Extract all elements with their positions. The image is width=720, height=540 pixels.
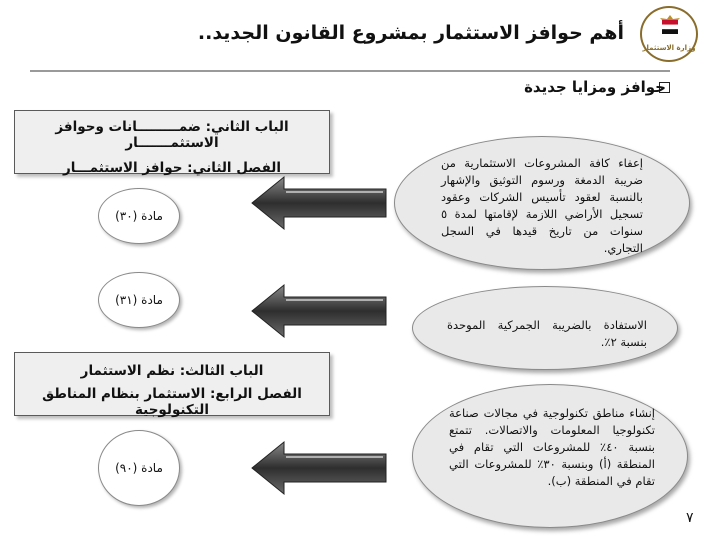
logo-caption: وزارة الاستثمار	[642, 44, 696, 52]
left-arrow-icon	[250, 440, 388, 496]
incentive-text-30: إعفاء كافة المشروعات الاستثمارية من ضريبة الدمغة ورسوم التوثيق والإشهار بالنسبة لعقود تأسيس الشركات وعقود تسجيل الأراضي اللازمة لإقامتها لمدة ٥ سنوات من تاريخ قيدها في السجل التجاري.	[441, 156, 643, 255]
flag-shield-icon	[662, 20, 678, 34]
left-arrow-icon	[250, 283, 388, 339]
chapter-box-1-line2: الفصل الثاني: حوافز الاستثمـــار	[62, 160, 282, 176]
incentive-oval-90	[412, 384, 688, 528]
article-circle-90	[98, 430, 180, 506]
chapter-box-2-line1: الباب الثالث: نظم الاستثمار	[80, 363, 264, 379]
section-heading: حوافز ومزايا جديدة	[524, 78, 666, 96]
left-arrow-icon	[250, 175, 388, 231]
article-label-90: مادة (٩٠)	[115, 461, 163, 475]
chapter-box-2	[14, 352, 330, 416]
incentive-oval-31	[412, 286, 678, 370]
chapter-box-2-line2: الفصل الرابع: الاستثمار بنظام المناطق التكنولوجية	[42, 386, 302, 418]
incentive-oval-30	[394, 136, 690, 270]
incentive-text-31: الاستفادة بالضريبة الجمركية الموحدة بنسبة ٢٪.	[447, 318, 647, 349]
chapter-box-1	[14, 110, 330, 174]
page-number: ٧	[686, 510, 694, 526]
article-label-30: مادة (٣٠)	[115, 209, 163, 223]
slide-title: أهم حوافز الاستثمار بمشروع القانون الجديد..	[197, 22, 624, 44]
chapter-box-1-line1: الباب الثاني: ضمـــــــــانات وحوافز الاستثمـــــــار	[55, 119, 289, 151]
incentive-text-90: إنشاء مناطق تكنولوجية في مجالات صناعة تكنولوجيا المعلومات والاتصالات. تتمتع بنسبة ٤٠٪ للمشروعات التي تقام في المنطقة (أ) وبنسبة ٣٠٪ للمشروعات التي تقام في المنطقة (ب).	[449, 406, 655, 488]
article-circle-30	[98, 188, 180, 244]
title-divider	[30, 70, 670, 72]
article-label-31: مادة (٣١)	[115, 293, 163, 307]
ministry-logo	[640, 6, 698, 62]
article-circle-31	[98, 272, 180, 328]
